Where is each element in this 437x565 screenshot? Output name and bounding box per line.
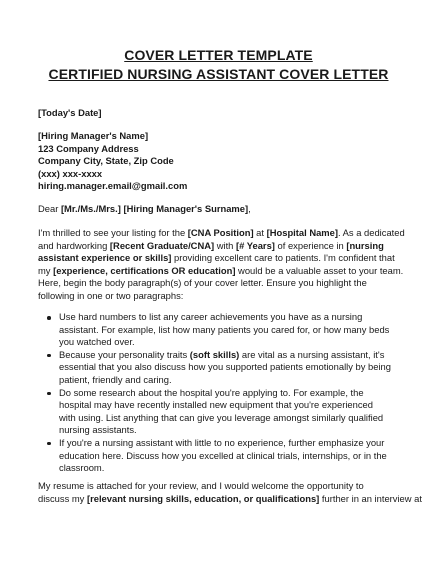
intro-line: assistant experience or skills] providing excellent care to patients. I'm confident that [38,252,395,264]
document-subtitle: CERTIFIED NURSING ASSISTANT COVER LETTER [48,66,389,82]
closing-paragraph: My resume is attached for your review, and I would welcome the opportunity to discuss my [relevant nursing skills, education, or qualifications] further in an interview at [38,480,422,504]
recipient-email: hiring.manager.email@gmail.com [38,180,188,192]
date-line: [Today's Date] [38,107,102,118]
intro-line: Here, begin the body paragraph(s) of your cover letter. Ensure you highlight the [38,277,367,289]
intro-line: I'm thrilled to see your listing for the [CNA Position] at [Hospital Name]. As a dedicated [38,227,405,238]
document-title: COVER LETTER TEMPLATE [124,47,313,63]
bullet-dot-icon [47,442,51,446]
salutation [38,203,406,216]
bullet-item: Use hard numbers to list any career achievements you have as a nursing assistant. For example, list how many patients you cared for, or how many beds you watched over. [42,311,406,349]
salutation-suffix: , [248,203,251,214]
intro-line: and hardworking [Recent Graduate/CNA] with [# Years] of experience in [nursing [38,239,384,251]
salutation-prefix: Dear [38,203,61,214]
recipient-name: [Hiring Manager's Name] [38,130,149,141]
bullet-dot-icon [47,392,51,396]
salutation-name: [Mr./Ms./Mrs.] [Hiring Manager's Surname] [60,203,249,214]
bullet-item: Because your personality traits (soft skills) are vital as a nursing assistant, it's essential that you also discuss how you supported patients emotionally by being patient, friendly and caring. [42,349,406,387]
recipient-city: Company City, State, Zip Code [38,155,174,167]
recipient-address-block [38,130,406,193]
bullet-dot-icon [47,354,51,358]
bullet-item: Do some research about the hospital you're applying to. For example, the hospital may have recently installed new equipment that you're experienced with using. List anything that can give you leverage amongst similarly qualified nursing assistants. [42,387,406,437]
bullet-dot-icon [47,316,51,320]
intro-line: following in one or two paragraphs: [38,289,184,301]
recipient-phone: (xxx) xxx-xxxx [38,167,103,179]
bullet-item: If you're a nursing assistant with little to no experience, further emphasize your education here. Discuss how you excelled at clinical trials, internships, or in the classroom. [42,437,406,475]
recipient-address: 123 Company Address [38,142,139,154]
intro-paragraph [38,227,406,303]
intro-line: my [experience, certifications OR education] would be a valuable asset to your team. [38,264,404,276]
highlights-bullet-list [42,311,406,475]
